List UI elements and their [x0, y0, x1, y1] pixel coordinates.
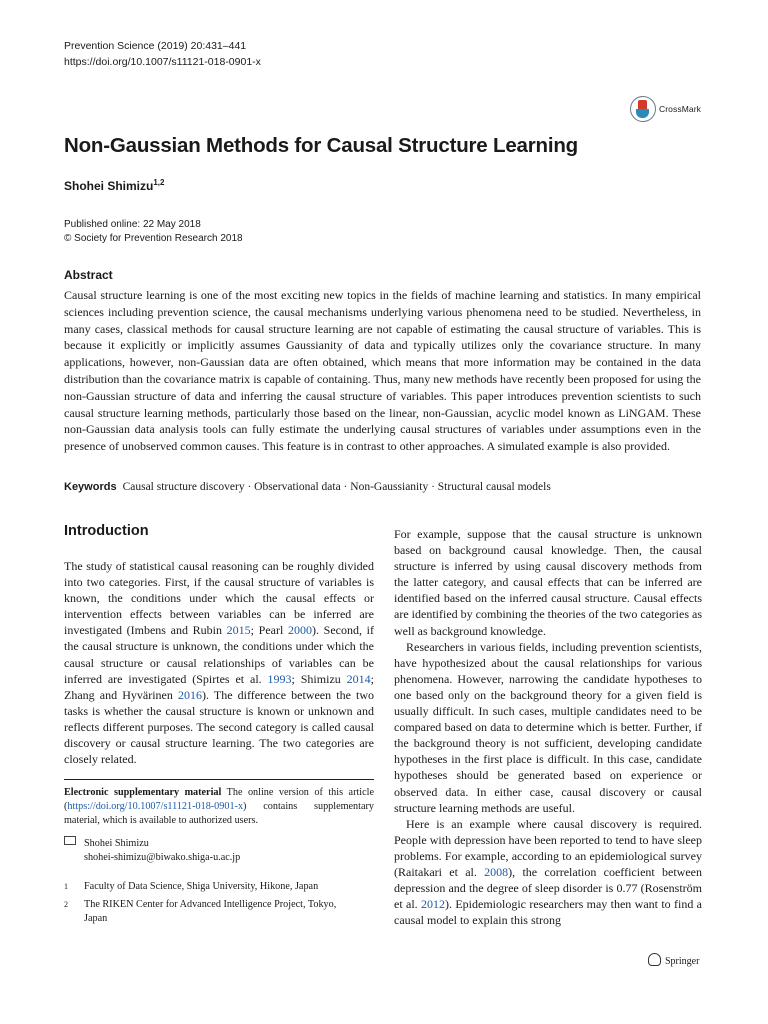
- intro-paragraph-4: [394, 816, 702, 929]
- publication-info: [64, 218, 243, 246]
- text-run: ) contains supplementary material, which is available to authorized users.: [64, 801, 374, 826]
- citation-link[interactable]: 2016: [177, 687, 202, 702]
- citation-link[interactable]: 2014: [346, 671, 371, 686]
- abstract-text: Causal structure learning is one of the most exciting new topics in the fields of machine learning and statistics. In many empirical sciences including prevention science, the causal mechanisms underlying various phenomena need to be studied. Nevertheless, in many cases, classical methods for causal structure learning are not capable of estimating the causal structure of variables. This is because it explicitly or implicitly assumes Gaussianity of data and typically utilizes only the covariance structure. In many applications, however, non-Gaussian data are often obtained, which means that more information may be contained in the data distribution than the covariance matrix is capable of containing. Thus, many new methods have recently been proposed for using the non-Gaussian structure of data and inferring the causal structure of variables. This paper introduces prevention scientists to such causal structure learning methods, particularly those based on the linear, non-Gaussian, acyclic model known as LiNGAM. These non-Gaussian data analysis tools can fully estimate the underlying causal structures of variables under assumptions even in the presence of unobserved common causes. This feature is in contrast to other approaches. A simulated example is also provided.: [64, 288, 701, 454]
- text-run: ; Shimizu: [291, 671, 347, 686]
- crossmark-label: CrossMark: [659, 104, 701, 114]
- text-run: The study of statistical causal reasoning can be roughly divided into two categories. First, if the causal structure of variables is known, the conditions under which the causal effects or intervention effects between variables can be inferred are investigated (Imbens and Rubin: [64, 559, 374, 638]
- publisher-mark: [648, 953, 699, 967]
- intro-paragraph-2: For example, suppose that the causal structure is unknown based on background causal knowledge. Then, the causal structure is inferred by using causal discovery methods from the latter category, and causal effects that can be inferred are identified based on the inferred causal structure. Causal effects are identified by combining the theories of the two categories as well as background knowledge.: [394, 527, 702, 638]
- text-run: ). The difference between the two tasks is whether the causal structure is known or unknown and reflects different purposes. The second category is called causal discovery or causal structure learning. The two categories are closely related.: [64, 687, 374, 767]
- citation-link[interactable]: 2008: [484, 864, 509, 879]
- citation-link[interactable]: 2012: [421, 897, 446, 912]
- crossmark-icon: [630, 96, 656, 122]
- journal-doi[interactable]: https://doi.org/10.1007/s11121-018-0901-x: [64, 56, 261, 68]
- text-run: ; Zhang and Hyvärinen: [64, 671, 374, 702]
- citation-link[interactable]: 1993: [267, 671, 292, 686]
- corresponding-author: [64, 837, 374, 865]
- text-run: ). Epidemiologic researchers may then want to find a causal model to explain this strong: [394, 897, 702, 928]
- affiliation-number: 1: [64, 882, 68, 891]
- citation-link[interactable]: 2000: [288, 623, 312, 638]
- supplementary-note: [64, 786, 374, 828]
- crossmark-badge[interactable]: [630, 96, 706, 124]
- journal-header: [64, 38, 261, 70]
- springer-horse-icon: [648, 953, 661, 966]
- contact-email[interactable]: shohei-shimizu@biwako.shiga-u.ac.jp: [84, 852, 241, 863]
- article-title: Non-Gaussian Methods for Causal Structure Learning: [64, 134, 578, 157]
- text-run: ), the correlation coefficient between depression and the degree of sleep disorder is 0.77 (Rosenström et al.: [394, 864, 702, 912]
- author-name: Shohei Shimizu: [64, 179, 154, 193]
- esm-label: Electronic supplementary material: [64, 787, 222, 798]
- keywords-text: Causal structure discovery · Observational data · Non-Gaussianity · Structural causal models: [122, 481, 551, 493]
- text-run: Here is an example where causal discovery is required. People with depression have been reported to tend to have sleep problems. For example, according to an epidemiological survey (Raitakari et al.: [394, 816, 702, 879]
- keywords-label: Keywords: [64, 481, 117, 493]
- abstract-heading: Abstract: [64, 268, 113, 282]
- affiliation-number: 2: [64, 900, 68, 909]
- publisher-name: Springer: [665, 956, 700, 967]
- envelope-icon: [64, 836, 76, 845]
- affiliation-1: [64, 880, 374, 894]
- text-run: The online version of this article (: [64, 787, 375, 812]
- affiliation-2: [64, 898, 374, 926]
- citation-link[interactable]: 2015: [226, 623, 251, 638]
- intro-paragraph-1: [64, 558, 374, 767]
- copyright-line: © Society for Prevention Research 2018: [64, 233, 243, 244]
- intro-column-right: [394, 526, 702, 928]
- intro-column-left: [64, 558, 374, 767]
- introduction-heading: Introduction: [64, 523, 149, 539]
- journal-citation: Prevention Science (2019) 20:431–441: [64, 40, 247, 52]
- keywords: [64, 481, 704, 493]
- author-affiliation-marks: 1,2: [153, 178, 165, 187]
- affiliation-text: Faculty of Data Science, Shiga University, Hikone, Japan: [84, 881, 319, 892]
- published-date: Published online: 22 May 2018: [64, 219, 201, 230]
- contact-name: Shohei Shimizu: [84, 838, 149, 849]
- affiliation-text: The RIKEN Center for Advanced Intelligence Project, Tokyo, Japan: [84, 899, 337, 924]
- footnote-divider: [64, 779, 374, 780]
- text-run: ). Second, if the causal structure is unknown, the conditions under which the causal structure or causal relationships of variables can be inferred are investigated (Spirtes et al.: [64, 623, 374, 686]
- author-line: [64, 178, 164, 193]
- intro-paragraph-3: Researchers in various fields, including prevention scientists, have hypothesized about the causal relationships for various phenomena. However, narrowing the candidate hypotheses to one based only on the background theory for a given field is usually difficult. In such cases, multiple candidates need to be compared based on data to determine which is better. Further, if the background theory is not sufficient, developing candidate hypotheses in the first place is difficult. In this case, candidate hypotheses should be generated based on experience or observed data. In either case, causal discovery or causal structure learning methods are useful.: [394, 639, 702, 815]
- esm-doi-link[interactable]: https://doi.org/10.1007/s11121-018-0901-x: [67, 801, 244, 812]
- text-run: ; Pearl: [250, 623, 288, 638]
